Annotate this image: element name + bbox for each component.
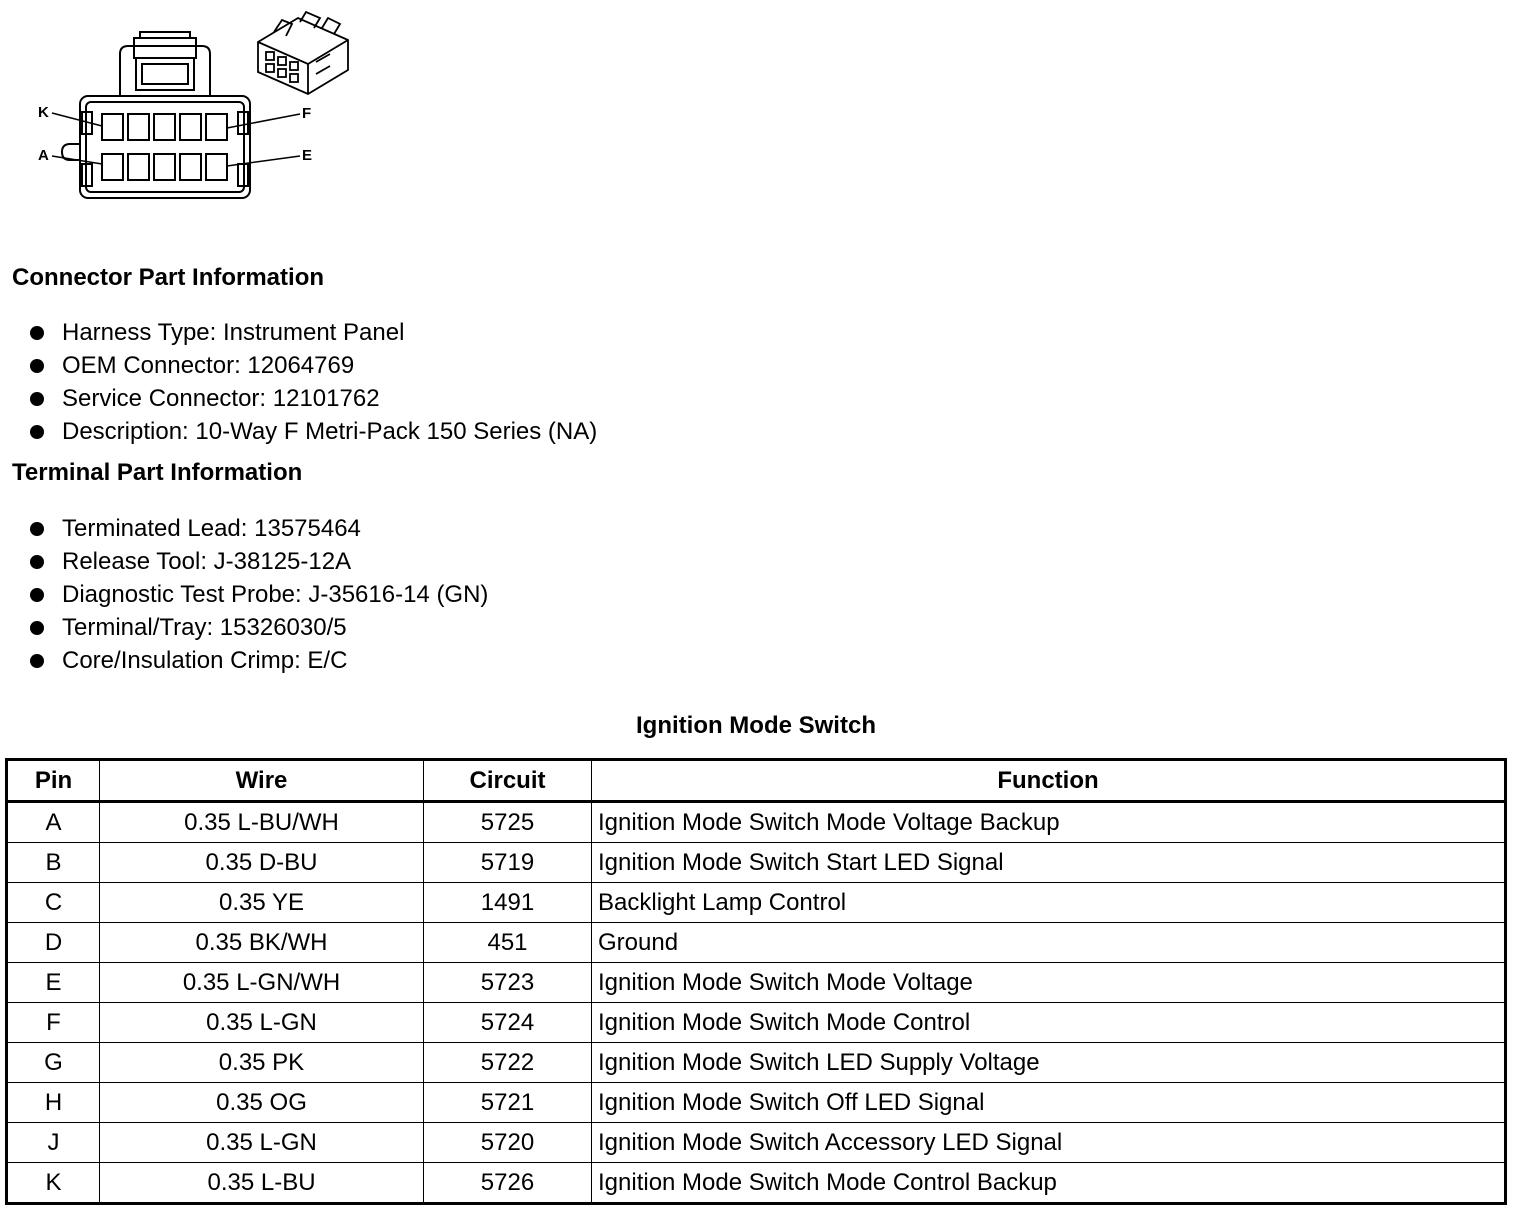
cell-wire: 0.35 L-GN <box>100 1123 424 1163</box>
list-item-text: Harness Type: Instrument Panel <box>62 319 405 346</box>
list-item <box>30 415 597 448</box>
table-row <box>7 883 1506 923</box>
pin-label-e: E <box>302 147 313 164</box>
cell-circuit: 5723 <box>424 963 592 1003</box>
terminal-part-info-list <box>30 512 488 677</box>
cell-function: Ignition Mode Switch Mode Voltage <box>592 963 1506 1003</box>
cell-wire: 0.35 BK/WH <box>100 923 424 963</box>
list-item-text: Terminated Lead: 13575464 <box>62 515 361 542</box>
table-row <box>7 923 1506 963</box>
cell-pin: G <box>7 1043 100 1083</box>
cell-wire: 0.35 YE <box>100 883 424 923</box>
table-row <box>7 1123 1506 1163</box>
cell-pin: E <box>7 963 100 1003</box>
table-row <box>7 1083 1506 1123</box>
bullet-icon <box>30 654 44 668</box>
col-header-wire: Wire <box>100 760 424 802</box>
bullet-icon <box>30 359 44 373</box>
cell-function: Ignition Mode Switch Off LED Signal <box>592 1083 1506 1123</box>
cell-function: Backlight Lamp Control <box>592 883 1506 923</box>
bullet-icon <box>30 621 44 635</box>
table-row <box>7 1043 1506 1083</box>
table-row <box>7 963 1506 1003</box>
list-item <box>30 611 488 644</box>
bullet-icon <box>30 522 44 536</box>
cell-circuit: 1491 <box>424 883 592 923</box>
cell-wire: 0.35 PK <box>100 1043 424 1083</box>
cell-circuit: 5722 <box>424 1043 592 1083</box>
list-item-text: OEM Connector: 12064769 <box>62 352 355 379</box>
list-item <box>30 644 488 677</box>
cell-wire: 0.35 D-BU <box>100 843 424 883</box>
bullet-icon <box>30 392 44 406</box>
cell-pin: K <box>7 1163 100 1204</box>
table-header-row <box>7 760 1506 802</box>
cell-function: Ignition Mode Switch LED Supply Voltage <box>592 1043 1506 1083</box>
list-item <box>30 316 597 349</box>
cell-pin: H <box>7 1083 100 1123</box>
cell-function: Ignition Mode Switch Mode Control <box>592 1003 1506 1043</box>
cell-wire: 0.35 L-GN <box>100 1003 424 1043</box>
connector-iso-icon <box>258 12 348 94</box>
bullet-icon <box>30 588 44 602</box>
cell-circuit: 5720 <box>424 1123 592 1163</box>
list-item <box>30 382 597 415</box>
cell-wire: 0.35 L-BU/WH <box>100 802 424 843</box>
list-item-text: Service Connector: 12101762 <box>62 385 380 412</box>
cell-pin: C <box>7 883 100 923</box>
pin-label-k: K <box>38 104 49 121</box>
terminal-part-info-title: Terminal Part Information <box>12 459 303 486</box>
cell-wire: 0.35 L-GN/WH <box>100 963 424 1003</box>
list-item <box>30 512 488 545</box>
col-header-circuit: Circuit <box>424 760 592 802</box>
table-row <box>7 802 1506 843</box>
cell-circuit: 5724 <box>424 1003 592 1043</box>
connector-drawing <box>30 4 370 209</box>
cell-pin: A <box>7 802 100 843</box>
cell-pin: J <box>7 1123 100 1163</box>
cell-function: Ground <box>592 923 1506 963</box>
cell-wire: 0.35 L-BU <box>100 1163 424 1204</box>
list-item-text: Terminal/Tray: 15326030/5 <box>62 614 347 641</box>
pin-table <box>5 758 1507 1205</box>
table-row <box>7 1003 1506 1043</box>
bullet-icon <box>30 326 44 340</box>
list-item-text: Description: 10-Way F Metri-Pack 150 Series (NA) <box>62 418 598 445</box>
col-header-function: Function <box>592 760 1506 802</box>
col-header-pin: Pin <box>7 760 100 802</box>
table-caption: Ignition Mode Switch <box>636 712 876 739</box>
cell-pin: D <box>7 923 100 963</box>
cell-function: Ignition Mode Switch Mode Control Backup <box>592 1163 1506 1204</box>
cell-function: Ignition Mode Switch Accessory LED Signal <box>592 1123 1506 1163</box>
cell-circuit: 5719 <box>424 843 592 883</box>
cell-circuit: 5726 <box>424 1163 592 1204</box>
cell-function: Ignition Mode Switch Start LED Signal <box>592 843 1506 883</box>
connector-part-info-list <box>30 316 597 448</box>
list-item-text: Core/Insulation Crimp: E/C <box>62 647 348 674</box>
list-item-text: Release Tool: J-38125-12A <box>62 548 352 575</box>
bullet-icon <box>30 425 44 439</box>
list-item <box>30 349 597 382</box>
cell-circuit: 451 <box>424 923 592 963</box>
bullet-icon <box>30 555 44 569</box>
connector-diagram <box>30 4 370 209</box>
cell-pin: B <box>7 843 100 883</box>
cell-wire: 0.35 OG <box>100 1083 424 1123</box>
list-item <box>30 545 488 578</box>
cell-circuit: 5721 <box>424 1083 592 1123</box>
cell-pin: F <box>7 1003 100 1043</box>
connector-part-info-title: Connector Part Information <box>12 264 325 291</box>
pin-label-f: F <box>302 105 312 122</box>
list-item <box>30 578 488 611</box>
cell-circuit: 5725 <box>424 802 592 843</box>
cell-function: Ignition Mode Switch Mode Voltage Backup <box>592 802 1506 843</box>
table-row <box>7 1163 1506 1204</box>
pin-label-a: A <box>38 147 49 164</box>
list-item-text: Diagnostic Test Probe: J-35616-14 (GN) <box>62 581 489 608</box>
table-row <box>7 843 1506 883</box>
